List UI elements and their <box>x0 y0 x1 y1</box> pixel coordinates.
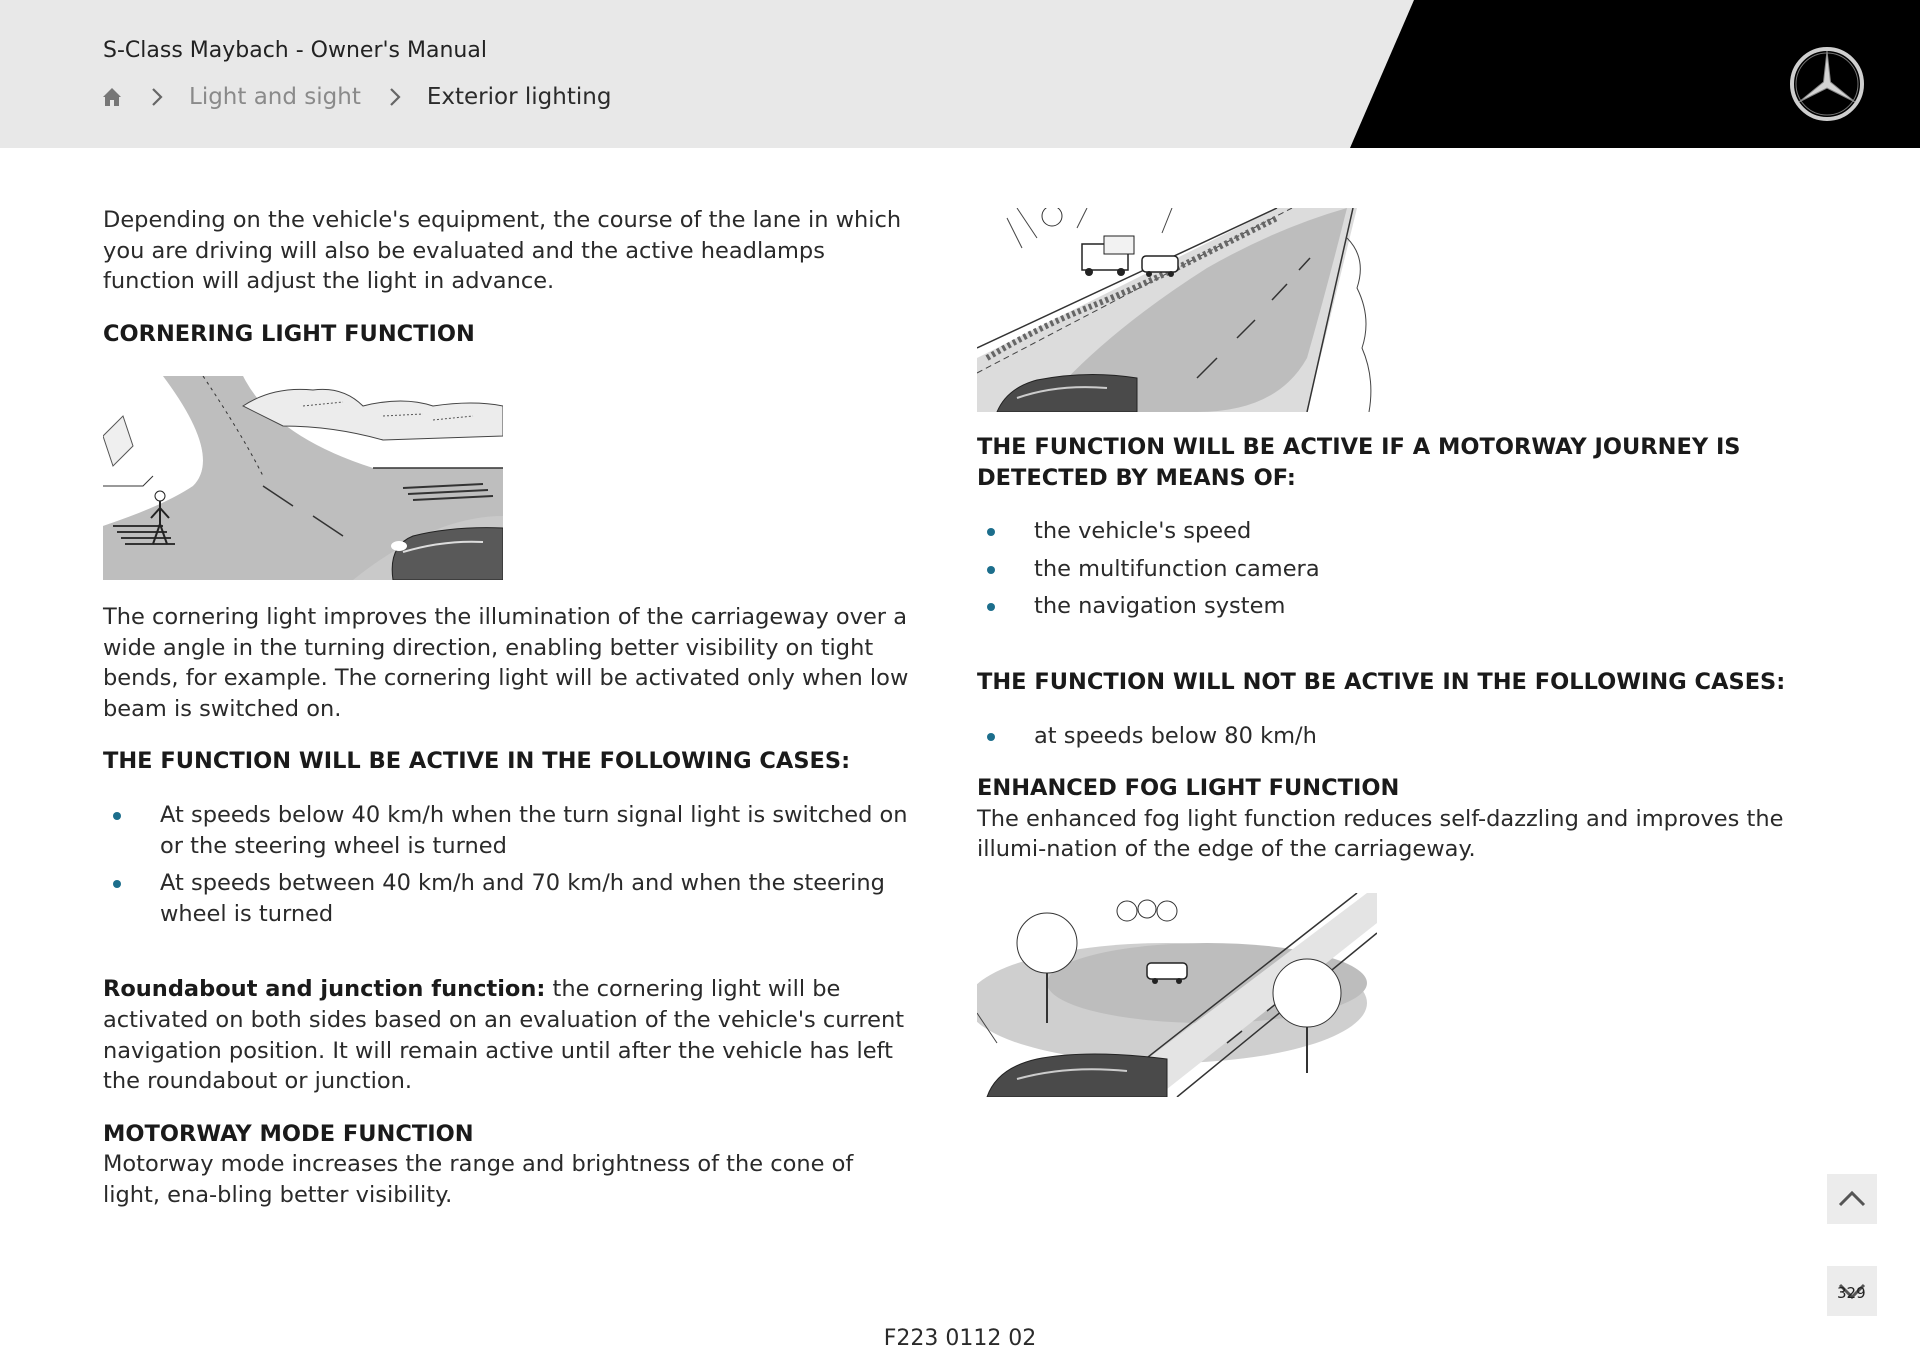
page-header <box>0 0 1920 148</box>
right-column <box>977 432 1789 865</box>
breadcrumb-current: Exterior lighting <box>426 84 612 110</box>
document-code: F223 0112 02 <box>883 1326 1037 1351</box>
page-number: 329 <box>1837 1284 1866 1302</box>
fog-heading: ENHANCED FOG LIGHT FUNCTION <box>977 775 1400 802</box>
breadcrumb <box>101 80 611 114</box>
motorway-paragraph: Motorway mode increases the range and brightness of the cone of light, ena-bling better visibility. <box>103 1151 854 1208</box>
left-column-lower <box>103 602 915 1211</box>
list-item: the navigation system <box>977 591 1789 622</box>
list-item: the multifunction camera <box>977 554 1789 585</box>
list-item: At speeds between 40 km/h and 70 km/h and when the steering wheel is turned <box>103 868 915 929</box>
chevron-up-icon <box>1837 1190 1867 1208</box>
motorway-detected-list <box>977 516 1789 622</box>
cornering-light-illustration <box>103 376 503 580</box>
roundabout-paragraph <box>103 974 915 1096</box>
list-item: the vehicle's speed <box>977 516 1789 547</box>
breadcrumb-link-light-and-sight[interactable]: Light and sight <box>189 84 361 110</box>
scroll-up-button[interactable] <box>1827 1174 1877 1224</box>
active-cases-list <box>103 800 915 929</box>
cornering-paragraph: The cornering light improves the illumination of the carriageway over a wide angle in the turning direction, enabling better visibility on tight bends, for example. The cornering light will be activated only when low beam is switched on. <box>103 604 909 722</box>
roundabout-label: Roundabout and junction function: <box>103 976 546 1003</box>
chevron-right-icon <box>151 87 163 107</box>
cornering-heading: CORNERING LIGHT FUNCTION <box>103 320 475 347</box>
intro-paragraph: Depending on the vehicle's equipment, the course of the lane in which you are driving will also be evaluated and the active headlamps function will adjust the light in advance. <box>103 207 902 295</box>
list-item: at speeds below 80 km/h <box>977 721 1789 752</box>
list-item: At speeds below 40 km/h when the turn signal light is switched on or the steering wheel is turned <box>103 800 915 861</box>
home-icon[interactable] <box>101 86 123 108</box>
active-cases-heading: THE FUNCTION WILL BE ACTIVE IN THE FOLLOWING CASES: <box>103 748 851 775</box>
left-column <box>103 205 915 349</box>
fog-paragraph: The enhanced fog light function reduces self-dazzling and improves the illumi-nation of the edge of the carriageway. <box>977 805 1784 863</box>
not-active-list <box>977 721 1789 752</box>
motorway-heading: MOTORWAY MODE FUNCTION <box>103 1120 474 1147</box>
mercedes-star-icon <box>1789 46 1865 126</box>
not-active-heading: THE FUNCTION WILL NOT BE ACTIVE IN THE FOLLOWING CASES: <box>977 668 1786 695</box>
roundabout-text: the cornering light will be activated on both sides based on an evaluation of the vehicle's current navigation position. It will remain active until after the vehicle has left the roundabout or junction. <box>103 976 905 1095</box>
chevron-right-icon <box>389 87 401 107</box>
fog-light-illustration <box>977 893 1377 1097</box>
motorway-mode-illustration <box>977 208 1377 412</box>
manual-title: S-Class Maybach - Owner's Manual <box>103 38 487 63</box>
motorway-detected-heading: THE FUNCTION WILL BE ACTIVE IF A MOTORWAY JOURNEY IS DETECTED BY MEANS OF: <box>977 434 1741 491</box>
